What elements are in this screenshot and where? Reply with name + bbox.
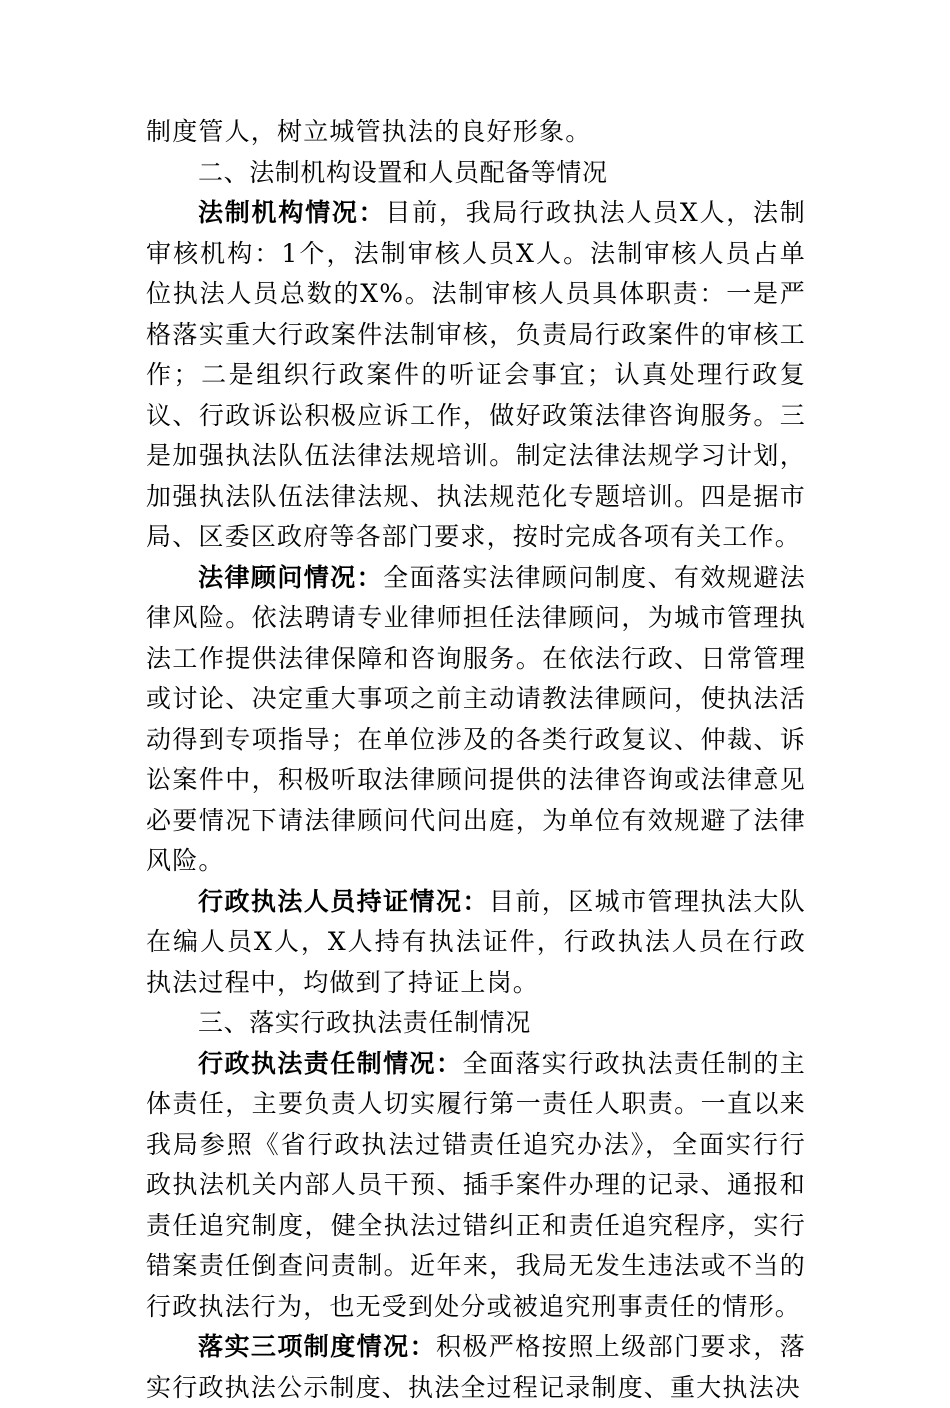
paragraph-responsibility-system xyxy=(146,1044,806,1328)
paragraph-lead: 落实三项制度情况 xyxy=(198,1332,410,1361)
lead-colon: ： xyxy=(436,1048,463,1078)
paragraph-text: 全面落实行政执法责任制的主体责任，主要负责人切实履行第一责任人职责。一直以来我局参照《省行政执法过错责任追究办法》，全面实行行政执法机关内部人员干预、插手案件办理的记录、通报和责任追究制度，健全执法过错纠正和责任追究程序，实行错案责任倒查问责制。近年来，我局无发生违法或不当的行政执法行为，也无受到处分或被追究刑事责任的情形。 xyxy=(146,1048,806,1321)
lead-colon: ： xyxy=(358,198,386,227)
lead-colon: ： xyxy=(356,562,384,592)
document-page xyxy=(146,112,806,1408)
section-heading-2: 二、法制机构设置和人员配备等情况 xyxy=(198,157,608,187)
paragraph-lead: 行政执法责任制情况 xyxy=(198,1048,436,1078)
paragraph-lead: 法制机构情况 xyxy=(198,198,359,227)
lead-colon: ： xyxy=(409,1332,437,1361)
lead-colon: ： xyxy=(462,886,489,916)
section-heading-3: 三、落实行政执法责任制情况 xyxy=(198,1008,531,1037)
paragraph-text: 积极严格按照上级部门要求，落实行政执法公示制度、执法全过程记录制度、重大执法决 xyxy=(146,1332,806,1402)
paragraph-lead: 法律顾问情况 xyxy=(198,562,357,592)
paragraph-text: 目前，我局行政执法人员X人，法制审核机构：1个，法制审核人员X人。法制审核人员占单位执法人员总数的X%。法制审核人员具体职责：一是严格落实重大行政案件法制审核，负责局行政案件的审核工作；二是组织行政案件的听证会事宜；认真处理行政复议、行政诉讼积极应诉工作，做好政策法律咨询服务。三是加强执法队伍法律法规培训。制定法律法规学习计划，加强执法队伍法律法规、执法规范化专题培训。四是据市局、区委区政府等各部门要求，按时完成各项有关工作。 xyxy=(146,198,807,551)
paragraph-three-systems xyxy=(146,1327,806,1408)
paragraph-text: 制度管人，树立城管执法的良好形象。 xyxy=(146,117,592,146)
paragraph-text: 目前，区城市管理执法大队在编人员X人，X人持有执法证件，行政执法人员在行政执法过程中，均做到了持证上岗。 xyxy=(146,886,806,997)
paragraph-lead: 行政执法人员持证情况 xyxy=(198,886,463,916)
paragraph-legal-institution xyxy=(146,193,806,558)
paragraph-continuation xyxy=(146,112,806,153)
paragraph-certification xyxy=(146,882,806,1004)
paragraph-legal-advisor xyxy=(146,558,806,882)
paragraph-text: 全面落实法律顾问制度、有效规避法律风险。依法聘请专业律师担任法律顾问，为城市管理执法工作提供法律保障和咨询服务。在依法行政、日常管理或讨论、决定重大事项之前主动请教法律顾问，使执法活动得到专项指导；在单位涉及的各类行政复议、仲裁、诉讼案件中，积极听取法律顾问提供的法律咨询或法律意见必要情况下请法律顾问代问出庭，为单位有效规避了法律风险。 xyxy=(146,562,807,875)
